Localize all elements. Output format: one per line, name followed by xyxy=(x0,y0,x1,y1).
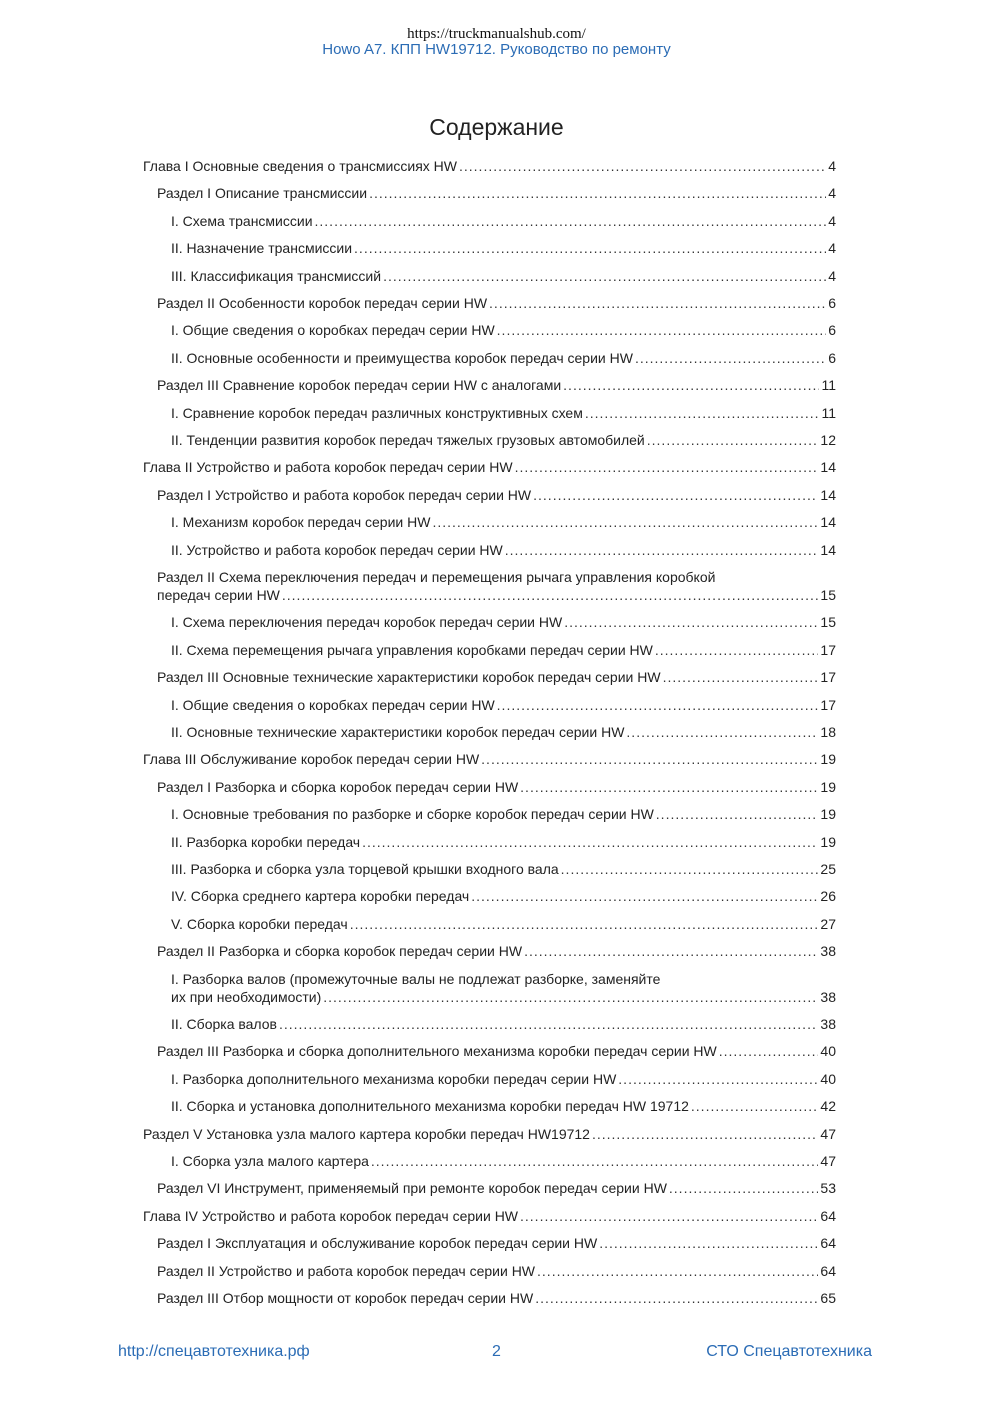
toc-page-number: 38 xyxy=(820,988,836,1005)
toc-entry[interactable] xyxy=(157,184,836,202)
toc-entry-title: I. Механизм коробок передач серии HW xyxy=(171,514,431,531)
toc-page-number: 12 xyxy=(820,432,836,448)
toc-page-number: 19 xyxy=(820,833,836,850)
toc-entry-title: Раздел I Описание трансмиссии xyxy=(157,185,368,202)
toc-entry-title: II. Разборка коробки передач xyxy=(171,833,361,850)
toc-entry-title: Раздел II Устройство и работа коробок передач серии HW xyxy=(157,1262,536,1279)
toc-page-number: 4 xyxy=(828,240,836,257)
toc-entry[interactable] xyxy=(171,239,836,257)
document-title: Howo A7. КПП HW19712. Руководство по ремонту xyxy=(322,41,671,58)
toc-dot-leader xyxy=(350,915,819,933)
toc-dot-leader xyxy=(585,404,820,422)
toc-dot-leader xyxy=(719,1042,819,1060)
toc-entry-title: II. Схема перемещения рычага управления коробками передач серии HW xyxy=(171,641,653,658)
toc-entry[interactable] xyxy=(171,805,836,823)
toc-dot-leader xyxy=(537,1262,818,1280)
toc-dot-leader xyxy=(535,1289,818,1307)
toc-entry-title: II. Тенденции развития коробок передач тяжелых грузовых автомобилей xyxy=(171,432,645,448)
toc-entry[interactable] xyxy=(171,513,836,531)
toc-page-number: 42 xyxy=(820,1098,836,1115)
toc-dot-leader xyxy=(564,613,818,631)
toc-dot-leader xyxy=(505,541,819,559)
toc-entry[interactable] xyxy=(171,1070,836,1088)
toc-entry[interactable] xyxy=(171,404,836,422)
footer-company: СТО Спецавтотехника xyxy=(706,1343,872,1360)
toc-page-number: 17 xyxy=(820,669,836,686)
toc-entry[interactable] xyxy=(157,668,836,686)
footer-site-link[interactable]: http://спецавтотехника.рф xyxy=(118,1343,310,1360)
toc-entry[interactable] xyxy=(157,778,836,796)
toc-dot-leader xyxy=(599,1234,818,1252)
toc-page-number: 19 xyxy=(820,806,836,823)
toc-page-number: 40 xyxy=(820,1043,836,1060)
toc-entry-title: I. Сравнение коробок передач различных конструктивных схем xyxy=(171,404,583,421)
toc-entry-title: передач серии HW xyxy=(157,587,280,603)
toc-entry[interactable] xyxy=(171,541,836,559)
toc-dot-leader xyxy=(520,1207,818,1225)
toc-entry[interactable] xyxy=(143,157,836,175)
toc-entry[interactable] xyxy=(157,294,836,312)
toc-entry[interactable] xyxy=(171,915,836,933)
toc-dot-leader xyxy=(369,184,826,202)
footer-page-number: 2 xyxy=(492,1343,501,1360)
toc-entry[interactable] xyxy=(157,1234,836,1252)
toc-entry[interactable] xyxy=(171,970,836,1006)
toc-page-number: 65 xyxy=(820,1290,836,1306)
toc-entry[interactable] xyxy=(171,212,836,230)
toc-entry[interactable] xyxy=(143,458,836,476)
toc-page-number: 27 xyxy=(820,915,836,932)
toc-page-number: 38 xyxy=(820,943,836,960)
toc-page-number: 47 xyxy=(820,1125,836,1142)
toc-entry-title: III. Разборка и сборка узла торцевой крышки входного вала xyxy=(171,861,559,877)
toc-dot-leader xyxy=(635,349,826,367)
toc-page-number: 64 xyxy=(820,1235,836,1252)
toc-entry-title: Глава III Обслуживание коробок передач серии HW xyxy=(143,751,480,768)
toc-page-number: 15 xyxy=(820,587,836,603)
toc-dot-leader xyxy=(354,239,826,257)
toc-entry-title: I. Общие сведения о коробках передач серии HW xyxy=(171,696,495,713)
toc-page-number: 6 xyxy=(828,322,836,339)
toc-dot-leader xyxy=(315,212,827,230)
toc-entry-title: II. Устройство и работа коробок передач серии HW xyxy=(171,541,503,558)
toc-page-number: 14 xyxy=(820,514,836,531)
toc-entry-title: V. Сборка коробки передач xyxy=(171,915,348,932)
toc-page-number: 4 xyxy=(828,158,836,174)
toc-entry-title: Глава IV Устройство и работа коробок передач серии HW xyxy=(143,1207,519,1224)
toc-dot-leader xyxy=(383,267,826,285)
toc-entry-title: III. Классификация трансмиссий xyxy=(171,267,382,284)
toc-dot-leader xyxy=(481,750,818,768)
toc-entry-title: Раздел VI Инструмент, применяемый при ремонте коробок передач серии HW xyxy=(157,1180,667,1197)
toc-entry[interactable] xyxy=(171,321,836,339)
toc-page-number: 26 xyxy=(820,888,836,905)
toc-dot-leader xyxy=(524,942,818,960)
toc-page-number: 14 xyxy=(820,486,836,503)
toc-page-number: 14 xyxy=(820,541,836,558)
toc-page-number: 4 xyxy=(828,212,836,229)
toc-page-number: 40 xyxy=(820,1070,836,1087)
toc-entry[interactable] xyxy=(171,1015,836,1033)
toc-entry-title: II. Основные особенности и преимущества коробок передач серии HW xyxy=(171,349,633,366)
toc-dot-leader xyxy=(626,723,818,741)
toc-entry-title: I. Сборка узла малого картера xyxy=(171,1153,369,1169)
toc-dot-leader xyxy=(691,1097,819,1115)
toc-page-number: 25 xyxy=(820,861,836,877)
toc-page-number: 17 xyxy=(820,641,836,658)
toc-dot-leader xyxy=(371,1152,819,1170)
toc-entry[interactable] xyxy=(157,1289,836,1307)
toc-entry[interactable] xyxy=(171,641,836,659)
toc-dot-leader xyxy=(592,1125,818,1143)
toc-dot-leader xyxy=(520,778,818,796)
toc-entry[interactable] xyxy=(157,1042,836,1060)
toc-page-number: 18 xyxy=(820,724,836,740)
toc-entry-title: их при необходимости) xyxy=(171,988,322,1005)
toc-entry-title: Раздел III Основные технические характеристики коробок передач серии HW xyxy=(157,669,661,686)
toc-entry[interactable] xyxy=(171,860,836,878)
toc-heading: Содержание xyxy=(429,114,564,140)
toc-entry-title: Раздел III Разборка и сборка дополнительного механизма коробки передач серии HW xyxy=(157,1043,717,1060)
toc-dot-leader xyxy=(279,1015,818,1033)
toc-entry-title: Раздел I Разборка и сборка коробок передач серии HW xyxy=(157,778,519,795)
toc-page-number: 15 xyxy=(820,614,836,631)
toc-entry[interactable] xyxy=(143,750,836,768)
toc-entry[interactable] xyxy=(171,613,836,631)
toc-page-number: 4 xyxy=(828,185,836,202)
toc-entry-title: II. Сборка валов xyxy=(171,1016,277,1032)
toc-page-number: 4 xyxy=(828,267,836,284)
toc-page-number: 6 xyxy=(828,349,836,366)
toc-entry-title: II. Назначение трансмиссии xyxy=(171,240,353,257)
toc-entry-title: I. Схема переключения передач коробок передач серии HW xyxy=(171,614,563,631)
toc-entry-title: Раздел III Отбор мощности от коробок передач серии HW xyxy=(157,1290,534,1306)
toc-dot-leader xyxy=(563,376,819,394)
toc-entry[interactable] xyxy=(171,696,836,714)
toc-dot-leader xyxy=(618,1070,818,1088)
toc-dot-leader xyxy=(497,696,819,714)
toc-page-number: 11 xyxy=(821,404,836,421)
toc-dot-leader xyxy=(561,860,819,878)
toc-page-number: 19 xyxy=(820,778,836,795)
toc-entry-title: Раздел I Эксплуатация и обслуживание коробок передач серии HW xyxy=(157,1235,598,1252)
toc-entry-title: I. Общие сведения о коробках передач серии HW xyxy=(171,322,495,339)
toc-dot-leader xyxy=(432,513,818,531)
toc-entry[interactable] xyxy=(171,833,836,851)
toc-dot-leader xyxy=(459,157,826,175)
toc-dot-leader xyxy=(655,641,819,659)
toc-entry-title: Глава II Устройство и работа коробок передач серии HW xyxy=(143,459,513,476)
toc-page-number: 17 xyxy=(820,696,836,713)
toc-page-number: 47 xyxy=(820,1153,836,1169)
toc-dot-leader xyxy=(647,431,819,449)
toc-entry[interactable] xyxy=(143,1125,836,1143)
toc-dot-leader xyxy=(656,805,819,823)
toc-entry[interactable] xyxy=(157,486,836,504)
toc-entry-title: Раздел II Особенности коробок передач серии HW xyxy=(157,295,488,311)
toc-entry-title: Глава I Основные сведения о трансмиссиях HW xyxy=(143,158,457,174)
toc-entry-title-line: I. Разборка валов (промежуточные валы не подлежат разборке, заменяйте xyxy=(171,970,661,987)
toc-page-number: 38 xyxy=(820,1016,836,1032)
toc-entry-title: Раздел II Разборка и сборка коробок передач серии HW xyxy=(157,943,523,960)
toc-entry-title: Раздел V Установка узла малого картера коробки передач HW19712 xyxy=(143,1125,590,1142)
toc-dot-leader xyxy=(323,988,818,1006)
toc-page-number: 64 xyxy=(820,1262,836,1279)
toc-dot-leader xyxy=(282,586,819,604)
toc-page-number: 19 xyxy=(820,751,836,768)
toc-entry[interactable] xyxy=(171,1097,836,1115)
toc-entry[interactable] xyxy=(157,1262,836,1280)
toc-entry[interactable] xyxy=(143,1207,836,1225)
toc-entry[interactable] xyxy=(171,1152,836,1170)
toc-dot-leader xyxy=(489,294,826,312)
toc-entry[interactable] xyxy=(157,376,836,394)
toc-entry[interactable] xyxy=(157,568,836,604)
header-url[interactable]: https://truckmanualshub.com/ xyxy=(407,26,586,42)
toc-entry[interactable] xyxy=(171,887,836,905)
toc-entry[interactable] xyxy=(157,1179,836,1197)
toc-entry[interactable] xyxy=(171,349,836,367)
toc-entry[interactable] xyxy=(171,267,836,285)
toc-dot-leader xyxy=(515,458,819,476)
toc-page-number: 53 xyxy=(820,1180,836,1197)
toc-dot-leader xyxy=(362,833,818,851)
toc-entry[interactable] xyxy=(157,942,836,960)
toc-entry-title: I. Разборка дополнительного механизма коробки передач серии HW xyxy=(171,1070,617,1087)
toc-dot-leader xyxy=(663,668,819,686)
toc-entry-title: I. Схема трансмиссии xyxy=(171,212,313,229)
toc-page-number: 14 xyxy=(820,459,836,476)
toc-page-number: 11 xyxy=(821,377,836,394)
toc-entry[interactable] xyxy=(171,723,836,741)
toc-entry-title: Раздел I Устройство и работа коробок передач серии HW xyxy=(157,486,532,503)
toc-entry-title: I. Основные требования по разборке и сборке коробок передач серии HW xyxy=(171,806,654,823)
toc-dot-leader xyxy=(533,486,818,504)
toc-page-number: 64 xyxy=(820,1207,836,1224)
toc-entry-title: Раздел III Сравнение коробок передач серии HW с аналогами xyxy=(157,377,562,394)
toc-entry[interactable] xyxy=(171,431,836,449)
toc-entry-title-line: Раздел II Схема переключения передач и перемещения рычага управления коробкой xyxy=(157,569,716,585)
toc-entry-title: IV. Сборка среднего картера коробки передач xyxy=(171,888,470,905)
toc-dot-leader xyxy=(497,321,827,339)
toc-entry-title: II. Основные технические характеристики коробок передач серии HW xyxy=(171,724,625,740)
toc-page-number: 6 xyxy=(828,295,836,311)
toc-dot-leader xyxy=(471,887,818,905)
toc-dot-leader xyxy=(669,1179,819,1197)
toc-entry-title: II. Сборка и установка дополнительного механизма коробки передач HW 19712 xyxy=(171,1098,689,1115)
